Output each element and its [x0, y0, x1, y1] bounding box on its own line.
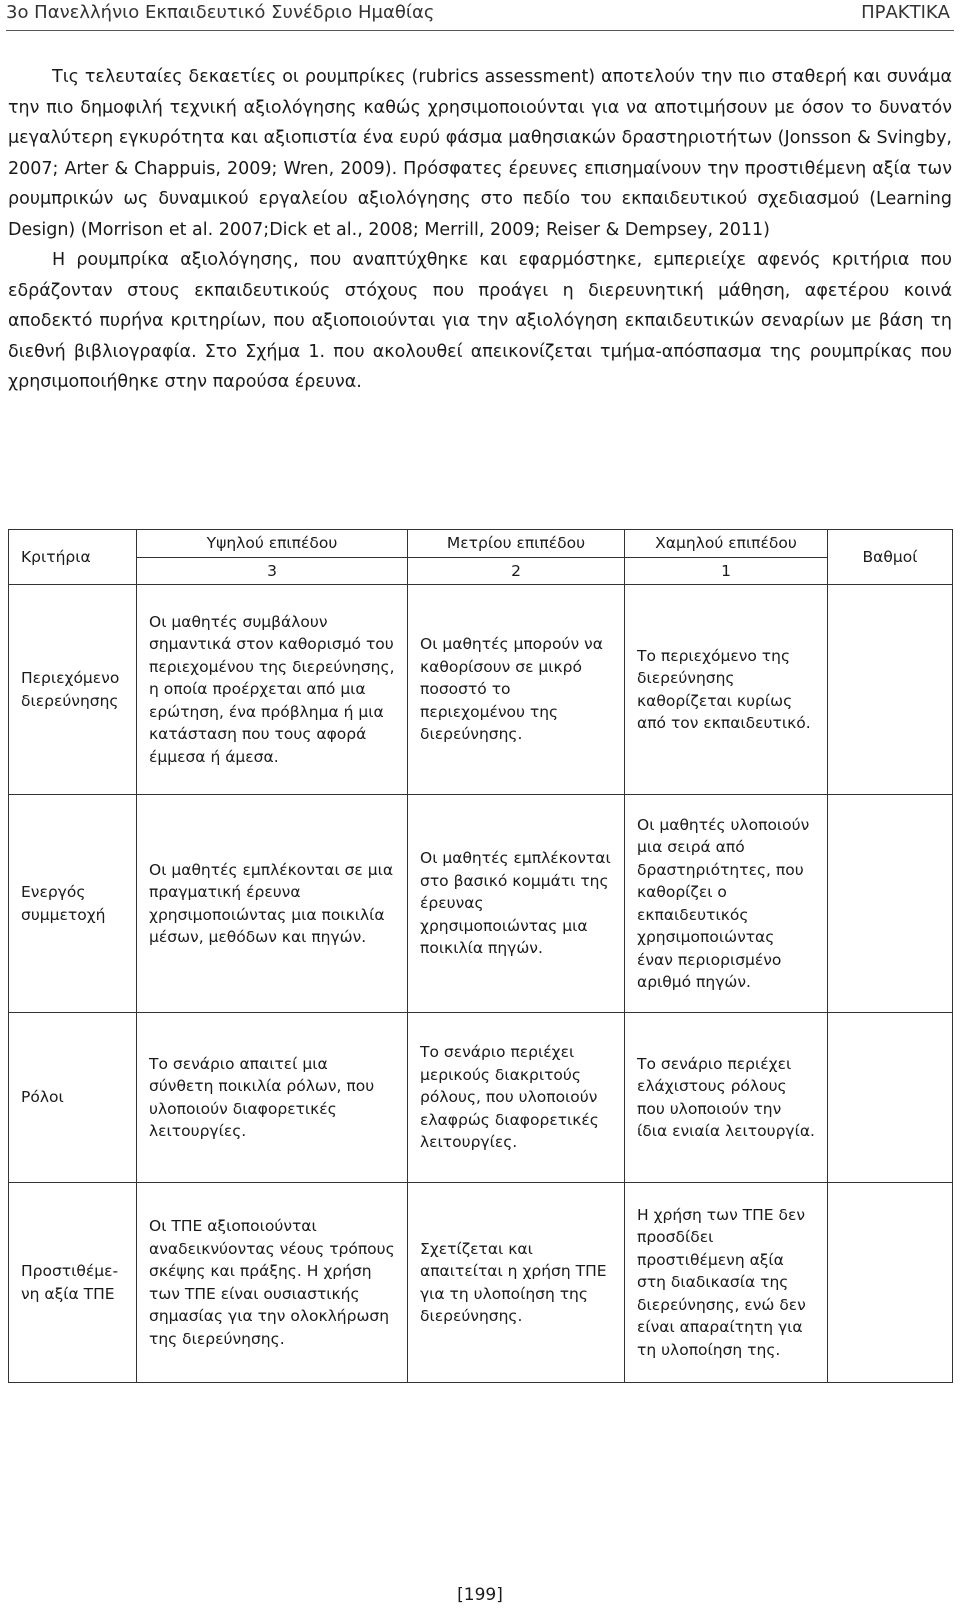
proceedings-label: ΠΡΑΚΤΙΚΑ	[861, 2, 950, 23]
high-cell: Το σενάριο απαιτεί μια σύνθετη ποικιλία ρόλων, που υλοποιούν διαφορετικές λειτουργίες.	[137, 1013, 408, 1183]
criterion-cell: Προστιθέμε- νη αξία ΤΠΕ	[9, 1183, 137, 1383]
header-rule	[6, 30, 954, 31]
low-cell: Το περιεχόμενο της διερεύνησης καθορίζεται κυρίως από τον εκπαιδευτικό.	[625, 585, 828, 795]
page-number: [199]	[457, 1585, 503, 1605]
grade-cell	[828, 1183, 953, 1383]
rubric-table	[8, 529, 953, 1383]
table-row	[9, 585, 953, 795]
paragraph-2: Η ρουμπρίκα αξιολόγησης, που αναπτύχθηκε και εφαρμόστηκε, εμπεριείχε αφενός κριτήρια που εδράζονταν στους εκπαιδευτικούς στόχους που προάγει η διερευνητική μάθηση, αφετέρου κοινά αποδεκτό πυρήνα κριτηρίων, που αξιοποιούνται για την αξιολόγηση εκπαιδευτικών σεναρίων με βάση τη διεθνή βιβλιογραφία. Στο Σχήμα 1. που ακολουθεί απεικονίζεται τμήμα-απόσπασμα της ρουμπρίκας που χρησιμοποιήθηκε στην παρούσα έρευνα.	[8, 250, 952, 392]
level-medium-label: Μετρίου επιπέδου	[408, 530, 625, 558]
conference-title: 3ο Πανελλήνιο Εκπαιδευτικό Συνέδριο Ημαθίας	[6, 2, 435, 23]
criterion-cell: Περιεχόμενο διερεύνησης	[9, 585, 137, 795]
level-high-label: Υψηλού επιπέδου	[137, 530, 408, 558]
high-cell: Οι μαθητές εμπλέκονται σε μια πραγματική έρευνα χρησιμοποιώντας μια ποικιλία μέσων, μεθόδων και πηγών.	[137, 795, 408, 1013]
paragraph-1: Τις τελευταίες δεκαετίες οι ρουμπρίκες (rubrics assessment) αποτελούν την πιο σταθερή και συνάμα την πιο δημοφιλή τεχνική αξιολόγησης καθώς χρησιμοποιούνται για να αποτιμήσουν με όσον το δυνατόν μεγαλύτερη εγκυρότητα και αξιοπιστία ένα ευρύ φάσμα μαθησιακών δραστηριοτήτων (Jonsson & Svingby, 2007; Arter & Chappuis, 2009; Wren, 2009). Πρόσφατες έρευνες επισημαίνουν την προστιθέμενη αξία των ρουμπρικών ως δυναμικού εργαλείου αξιολόγησης στο πεδίο του εκπαιδευτικού σχεδιασμού (Learning Design) (Morrison et al. 2007;Dick et al., 2008; Merrill, 2009; Reiser & Dempsey, 2011)	[8, 67, 952, 240]
grades-header: Βαθμοί	[828, 530, 953, 585]
medium-cell: Οι μαθητές εμπλέκονται στο βασικό κομμάτι της έρευνας χρησιμοποιώντας μια ποικιλία πηγών.	[408, 795, 625, 1013]
level-medium-score: 2	[408, 557, 625, 585]
level-low-score: 1	[625, 557, 828, 585]
criterion-cell: Ενεργός συμμετοχή	[9, 795, 137, 1013]
grade-cell	[828, 795, 953, 1013]
level-low-label: Χαμηλού επιπέδου	[625, 530, 828, 558]
medium-cell: Οι μαθητές μπορούν να καθορίσουν σε μικρό ποσοστό το περιεχομένου της διερεύνησης.	[408, 585, 625, 795]
low-cell: Το σενάριο περιέχει ελάχιστους ρόλους που υλοποιούν την ίδια ενιαία λειτουργία.	[625, 1013, 828, 1183]
low-cell: Η χρήση των ΤΠΕ δεν προσδίδει προστιθέμενη αξία στη διαδικασία της διερεύνησης, ενώ δεν είναι απαραίτητη για τη υλοποίηση της.	[625, 1183, 828, 1383]
table-row	[9, 1013, 953, 1183]
criterion-cell: Ρόλοι	[9, 1013, 137, 1183]
level-high-score: 3	[137, 557, 408, 585]
table-row	[9, 795, 953, 1013]
low-cell: Οι μαθητές υλοποιούν μια σειρά από δραστηριότητες, που καθορίζει ο εκπαιδευτικός χρησιμοποιώντας έναν περιορισμένο αριθμό πηγών.	[625, 795, 828, 1013]
high-cell: Οι μαθητές συμβάλουν σημαντικά στον καθορισμό του περιεχομένου της διερεύνησης, η οποία προέρχεται από μια ερώτηση, ένα πρόβλημα ή μια κατάσταση που τους αφορά έμμεσα ή άμεσα.	[137, 585, 408, 795]
page-header	[0, 0, 960, 32]
medium-cell: Σχετίζεται και απαιτείται η χρήση ΤΠΕ για τη υλοποίηση της διερεύνησης.	[408, 1183, 625, 1383]
table-row	[9, 1183, 953, 1383]
high-cell: Οι ΤΠΕ αξιοποιούνται αναδεικνύοντας νέους τρόπους σκέψης και πράξης. Η χρήση των ΤΠΕ είναι ουσιαστικής σημασίας για την ολοκλήρωση της διερεύνησης.	[137, 1183, 408, 1383]
table-score-row	[9, 557, 953, 585]
medium-cell: Το σενάριο περιέχει μερικούς διακριτούς ρόλους, που υλοποιούν ελαφρώς διαφορετικές λειτουργίες.	[408, 1013, 625, 1183]
criteria-header: Κριτήρια	[9, 530, 137, 585]
grade-cell	[828, 1013, 953, 1183]
grade-cell	[828, 585, 953, 795]
table-header-row	[9, 530, 953, 558]
body-text	[8, 62, 952, 398]
